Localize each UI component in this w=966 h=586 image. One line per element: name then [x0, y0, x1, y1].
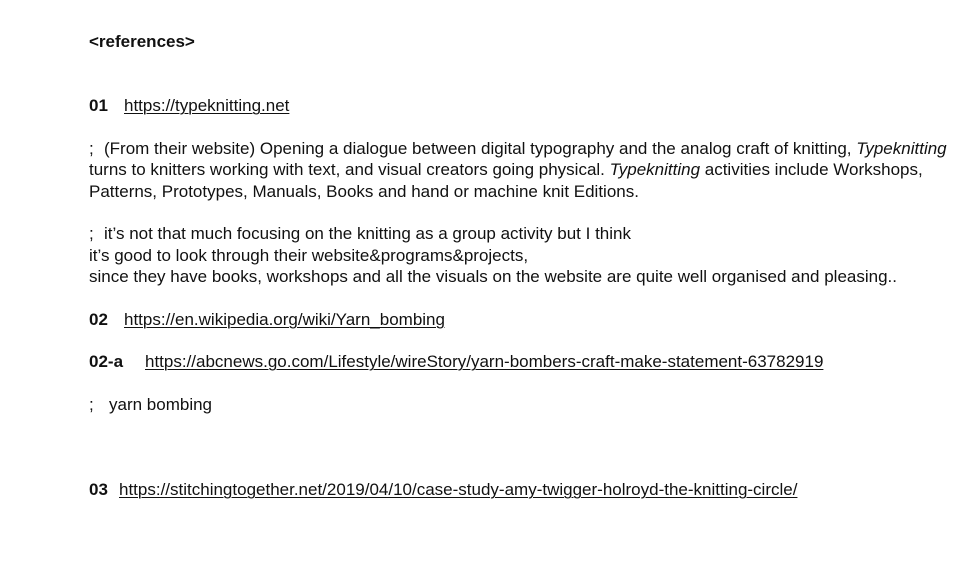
note-text: turns to knitters working with text, and visual creators going physical. [89, 160, 610, 179]
note-text: activities include Workshops, Patterns, Prototypes, Manuals, Books and hand or machine knit Editions. [89, 160, 923, 201]
note-text: (From their website) Opening a dialogue between digital typography and the analog craft of knitting, [104, 138, 857, 158]
reference-link-abcnews[interactable]: https://abcnews.go.com/Lifestyle/wireStory/yarn-bombers-craft-make-statement-63782919 [145, 352, 824, 371]
reference-number: 01 [89, 96, 108, 115]
reference-number: 03 [89, 480, 108, 499]
reference-link-stitchingtogether[interactable]: https://stitchingtogether.net/2019/04/10/case-study-amy-twigger-holroyd-the-knitting-circle/ [119, 480, 798, 499]
reference-01 [89, 95, 949, 117]
note-semicolon: ; [89, 224, 94, 243]
reference-number: 02-a [89, 352, 124, 371]
reference-link-wikipedia[interactable]: https://en.wikipedia.org/wiki/Yarn_bombing [124, 309, 445, 329]
references-heading: <references> [89, 32, 195, 51]
reference-link-typeknitting[interactable]: https://typeknitting.net [124, 96, 290, 115]
note-italic-title: Typeknitting [856, 138, 947, 158]
reference-03 [89, 479, 949, 501]
note-semicolon: ; [89, 394, 94, 414]
note-semicolon: ; [89, 138, 94, 158]
reference-02 [89, 309, 949, 331]
reference-02a [89, 351, 949, 373]
note-group-activity [89, 223, 949, 288]
note-text: yarn bombing [109, 394, 213, 414]
note-line: it’s good to look through their website&programs&projects, [89, 245, 529, 265]
note-italic-title: Typeknitting [609, 160, 701, 179]
note-yarn-bombing [89, 394, 949, 416]
references-document [89, 31, 949, 501]
reference-number: 02 [89, 309, 108, 329]
note-line: it’s not that much focusing on the knitting as a group activity but I think [104, 224, 631, 243]
note-line: since they have books, workshops and all the visuals on the website are quite well organised and pleasing.. [89, 267, 897, 286]
note-typeknitting [89, 138, 949, 203]
